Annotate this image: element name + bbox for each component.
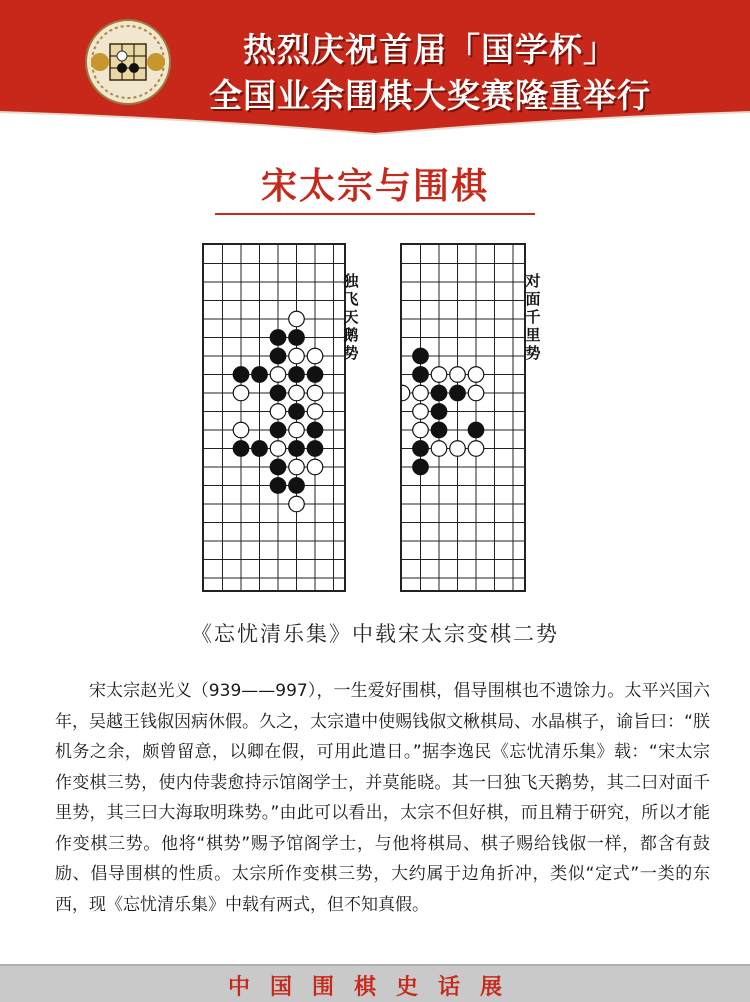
black-stone bbox=[252, 367, 268, 383]
banner-line-2: 全国业余围棋大奖赛隆重举行 bbox=[209, 76, 651, 115]
white-stone bbox=[468, 367, 484, 383]
white-stone bbox=[289, 422, 305, 438]
white-stone bbox=[468, 385, 484, 401]
black-stone bbox=[307, 422, 323, 438]
go-board-right bbox=[400, 243, 526, 592]
black-stone bbox=[270, 348, 286, 364]
white-stone bbox=[431, 441, 447, 457]
white-stone bbox=[402, 385, 410, 401]
article-body bbox=[55, 676, 710, 920]
white-stone bbox=[289, 311, 305, 327]
go-board-logo-icon bbox=[84, 18, 172, 106]
black-stone bbox=[413, 367, 429, 383]
black-stone bbox=[289, 367, 305, 383]
black-stone bbox=[450, 385, 466, 401]
black-stone bbox=[289, 330, 305, 346]
white-stone bbox=[289, 348, 305, 364]
black-stone bbox=[233, 441, 249, 457]
white-stone bbox=[450, 367, 466, 383]
go-board-left bbox=[202, 243, 346, 592]
white-stone bbox=[413, 385, 429, 401]
white-stone bbox=[431, 367, 447, 383]
black-stone bbox=[233, 367, 249, 383]
black-stone bbox=[431, 404, 447, 420]
black-stone bbox=[289, 441, 305, 457]
black-stone bbox=[468, 422, 484, 438]
banner-line-1: 热烈庆祝首届「国学杯」 bbox=[243, 30, 617, 69]
black-stone bbox=[252, 441, 268, 457]
white-stone bbox=[450, 441, 466, 457]
black-stone bbox=[289, 404, 305, 420]
black-stone bbox=[289, 478, 305, 494]
black-stone bbox=[307, 367, 323, 383]
white-stone bbox=[233, 385, 249, 401]
white-stone bbox=[307, 459, 323, 475]
black-stone bbox=[413, 348, 429, 364]
board-label-right: 对面千里势 bbox=[525, 272, 541, 362]
white-stone bbox=[307, 385, 323, 401]
black-stone bbox=[413, 459, 429, 475]
black-stone bbox=[431, 385, 447, 401]
white-stone bbox=[289, 385, 305, 401]
white-stone bbox=[233, 422, 249, 438]
header-banner bbox=[0, 0, 750, 135]
white-stone bbox=[289, 459, 305, 475]
white-stone bbox=[307, 348, 323, 364]
white-stone bbox=[413, 422, 429, 438]
footer-title: 中国围棋史话展 bbox=[227, 974, 522, 1000]
black-stone bbox=[270, 459, 286, 475]
go-board-left-grid bbox=[204, 245, 344, 590]
black-stone bbox=[413, 441, 429, 457]
black-stone bbox=[270, 385, 286, 401]
page-title: 宋太宗与围棋 bbox=[260, 165, 489, 207]
white-stone bbox=[270, 367, 286, 383]
footer-bar bbox=[0, 964, 750, 1002]
black-stone bbox=[270, 330, 286, 346]
black-stone bbox=[431, 422, 447, 438]
black-stone bbox=[270, 478, 286, 494]
white-stone bbox=[289, 496, 305, 512]
board-label-left: 独飞天鹅势 bbox=[343, 272, 359, 362]
white-stone bbox=[413, 404, 429, 420]
white-stone bbox=[270, 441, 286, 457]
black-stone bbox=[307, 441, 323, 457]
title-underline bbox=[215, 213, 535, 215]
white-stone bbox=[270, 404, 286, 420]
black-stone bbox=[270, 422, 286, 438]
white-stone bbox=[307, 404, 323, 420]
go-board-right-grid bbox=[402, 245, 524, 590]
white-stone bbox=[468, 441, 484, 457]
article-paragraph: 宋太宗赵光义（939——997），一生爱好围棋，倡导围棋也不遗馀力。太平兴国六年，吴越王钱俶因病休假。久之，太宗遣中使赐钱俶文楸棋局、水晶棋子，谕旨曰：“朕机务之余，颇曾留意，以卿在假，可用此遣日。”据李逸民《忘忧清乐集》载：“宋太宗作变棋三势，使内侍裴愈持示馆阁学士，并莫能晓。其一曰独飞天鹅势，其二曰对面千里势，其三曰大海取明珠势。”由此可以看出，太宗不但好棋，而且精于研究，所以才能作变棋三势。他将“棋势”赐予馆阁学士，与他将棋局、棋子赐给钱俶一样，都含有鼓励、倡导围棋的性质。太宗所作变棋三势，大约属于边角折冲，类似“定式”一类的东西，现《忘忧清乐集》中载有两式，但不知真假。 bbox=[55, 681, 710, 915]
diagram-caption: 《忘忧清乐集》中载宋太宗变棋二势 bbox=[191, 622, 559, 646]
